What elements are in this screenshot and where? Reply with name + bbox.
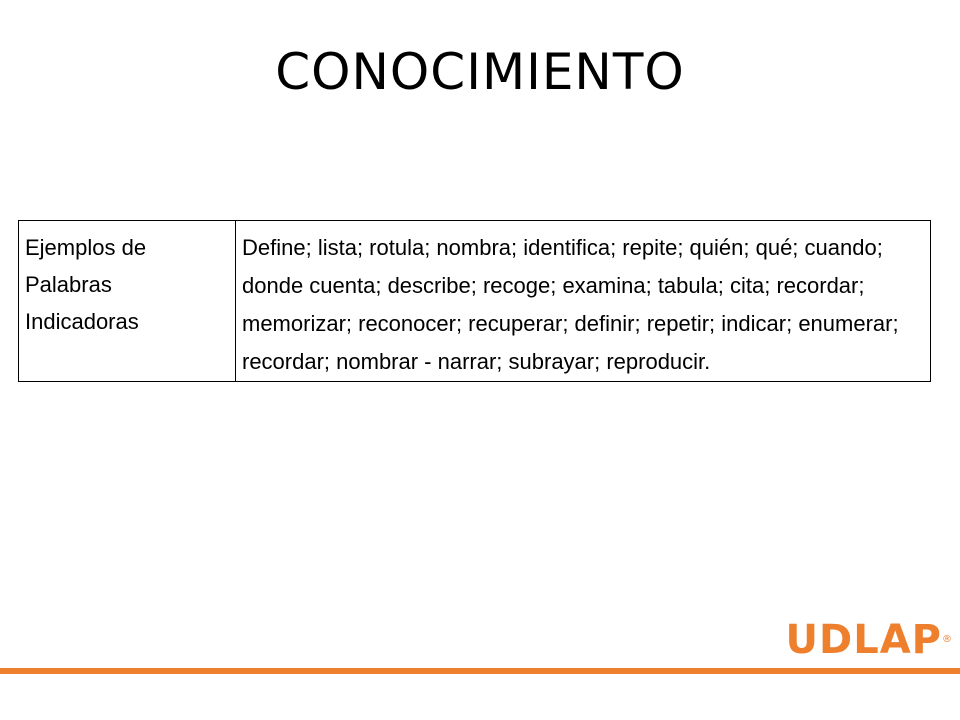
keywords-table — [18, 220, 931, 382]
slide-title: CONOCIMIENTO — [275, 43, 685, 101]
footer-divider — [0, 668, 960, 674]
udlap-logo — [786, 618, 952, 662]
registered-mark: ® — [942, 634, 952, 645]
indicator-words-cell: Define; lista; rotula; nombra; identifica; repite; quién; qué; cuando; donde cuenta; describe; recoge; examina; tabula; cita; recordar; memorizar; reconocer; recuperar; definir; repetir; indicar; enumerar; recordar; nombrar - narrar; subrayar; reproducir. — [236, 221, 931, 382]
label-cell: Ejemplos de Palabras Indicadoras — [19, 221, 236, 382]
logo-text: UDLAP — [785, 617, 942, 663]
table-row — [19, 221, 931, 382]
